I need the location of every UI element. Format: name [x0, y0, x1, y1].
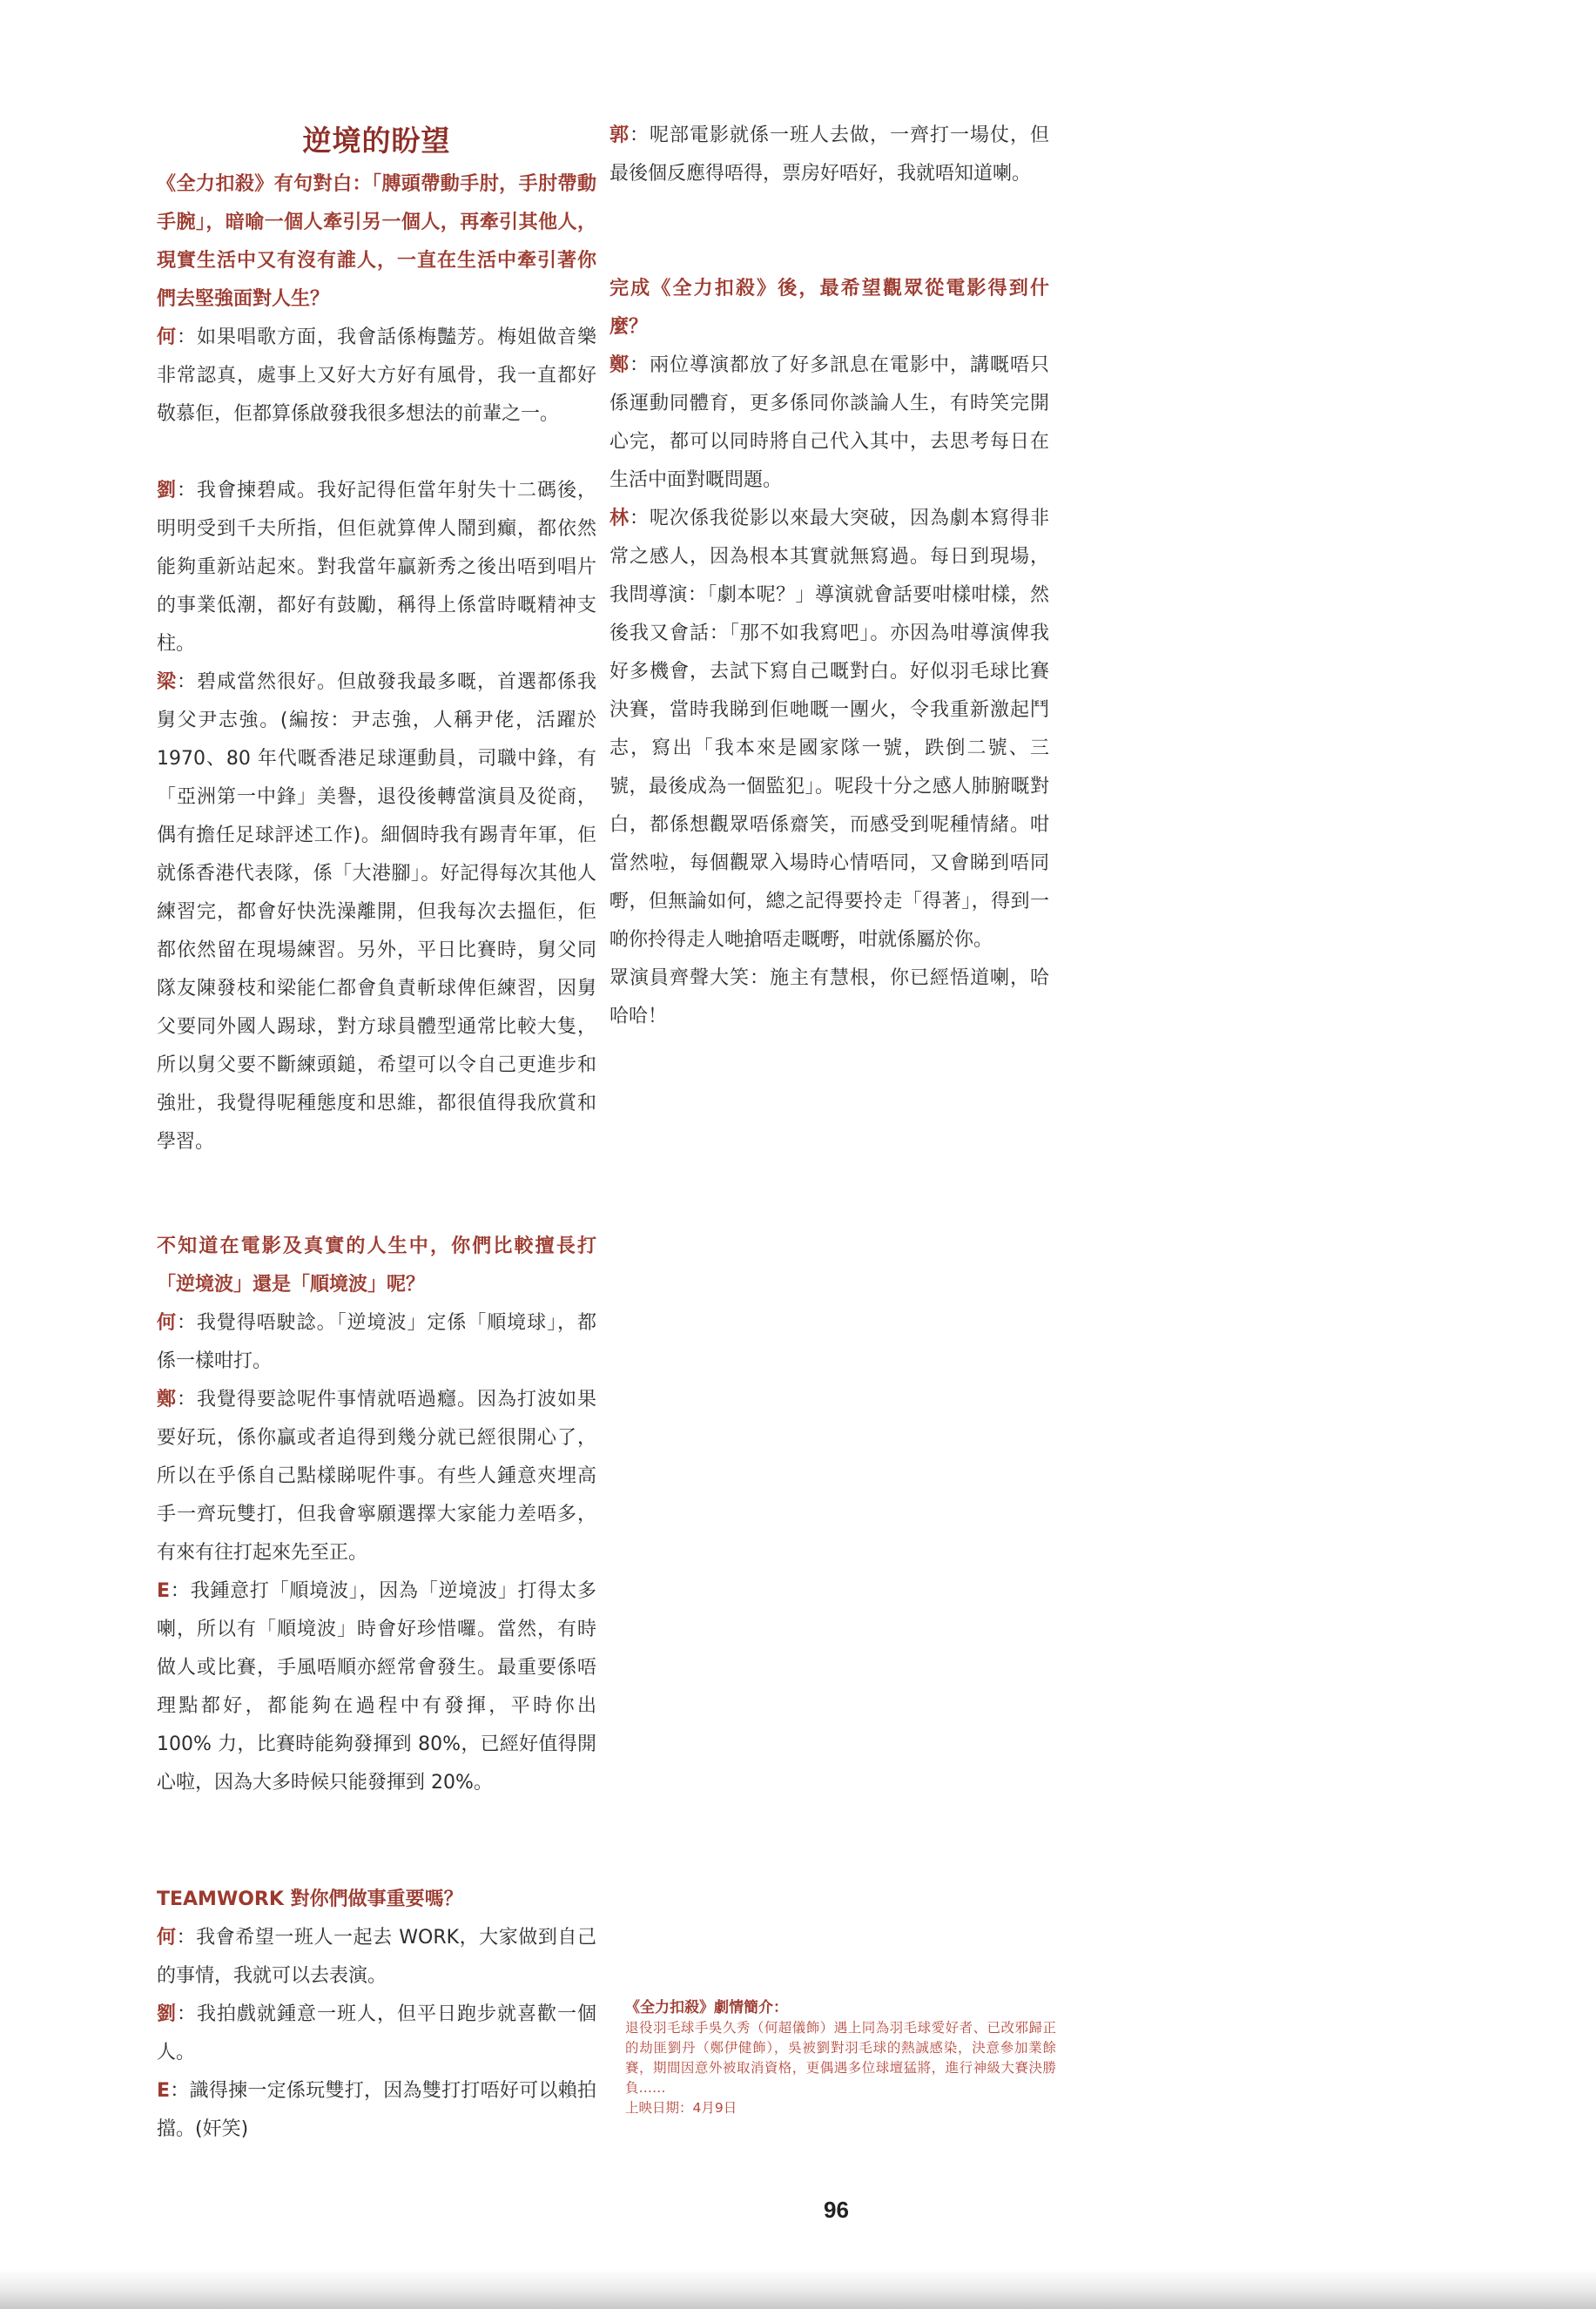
speaker-label: 鄭	[609, 354, 630, 376]
speaker-label: 郭	[609, 125, 630, 146]
answer-paragraph	[157, 1919, 596, 1996]
answer-paragraph	[609, 959, 1049, 1036]
answer-paragraph	[157, 1304, 596, 1381]
synopsis-title: 《全力扣殺》劇情簡介：	[625, 1999, 788, 2016]
speaker-label: 何	[157, 1927, 177, 1949]
page-number: 96	[824, 2197, 849, 2223]
synopsis-body: 退役羽毛球手吳久秀（何超儀飾）遇上同為羽毛球愛好者、已改邪歸正的劫匪劉丹（鄭伊健飾），吳被劉對羽毛球的熱誠感染，決意參加業餘賽，期間因意外被取消資格，更偶遇多位球壇猛將，進行神級大賽決勝負……	[625, 2020, 1056, 2096]
question-heading: TEAMWORK 對你們做事重要嗎？	[157, 1888, 463, 1910]
speaker-label: 鄭	[157, 1389, 177, 1410]
release-date: 上映日期：4月9日	[625, 2100, 737, 2116]
answer-text: ：碧咸當然很好。但啟發我最多嘅，首選都係我舅父尹志強。(編按：尹志強，人稱尹佬，活躍於 1970、80 年代嘅香港足球運動員，司職中鋒，有「亞洲第一中鋒」美譽，退役後轉當演員及從商，偶有擔任足球評述工作)。細個時我有踢青年軍，佢就係香港代表隊，係「大港腳」。好記得每次其他人練習完，都會好快洗澡離開，但我每次去搵佢，佢都依然留在現場練習。另外，平日比賽時，舅父同隊友陳發枝和梁能仁都會負責斬球俾佢練習，因舅父要同外國人踢球，對方球員體型通常比較大隻，所以舅父要不斷練頭鎚，希望可以令自己更進步和強壯，我覺得呢種態度和思維，都很值得我欣賞和學習。	[157, 671, 596, 1153]
answer-text: ：如果唱歌方面，我會話係梅豔芳。梅姐做音樂非常認真，處事上又好大方好有風骨，我一直都好敬慕佢，佢都算係啟發我很多想法的前輩之一。	[157, 326, 596, 425]
question-heading: 不知道在電影及真實的人生中，你們比較擅長打「逆境波」還是「順境波」呢？	[157, 1235, 596, 1296]
answer-text: ：兩位導演都放了好多訊息在電影中，講嘅唔只係運動同體育，更多係同你談論人生，有時笑完開心完，都可以同時將自己代入其中，去思考每日在生活中面對嘅問題。	[609, 354, 1049, 491]
speaker-label: 何	[157, 326, 177, 348]
answer-text: ：識得揀一定係玩雙打，因為雙打打唔好可以賴拍擋。(奸笑)	[157, 2080, 596, 2140]
answer-text: ：呢部電影就係一班人去做，一齊打一場仗，但最後個反應得唔得，票房好唔好，我就唔知道喇。	[609, 125, 1049, 185]
answer-text: 眾演員齊聲大笑：施主有慧根，你已經悟道喇，哈哈哈！	[609, 967, 1049, 1027]
answer-paragraph	[157, 472, 596, 663]
answer-paragraph	[157, 1996, 596, 2072]
speaker-label: E	[157, 2080, 171, 2102]
answer-paragraph	[157, 663, 596, 1161]
answer-paragraph	[157, 1572, 596, 1802]
answer-paragraph	[609, 500, 1049, 959]
answer-text: ：我拍戲就鍾意一班人，但平日跑步就喜歡一個人。	[157, 2003, 596, 2063]
speaker-label: 梁	[157, 671, 177, 693]
answer-paragraph	[609, 347, 1049, 500]
speaker-label: E	[157, 1580, 171, 1602]
speaker-label: 劉	[157, 2003, 177, 2025]
answer-paragraph	[157, 319, 596, 434]
answer-paragraph	[157, 2072, 596, 2149]
answer-text: ：我覺得要諗呢件事情就唔過癮。因為打波如果要好玩，係你贏或者追得到幾分就已經很開心了，所以在乎係自己點樣睇呢件事。有些人鍾意夾埋高手一齊玩雙打，但我會寧願選擇大家能力差唔多，有來有往打起來先至正。	[157, 1389, 596, 1564]
synopsis-box	[625, 1998, 1056, 2118]
question-heading: 完成《全力扣殺》後，最希望觀眾從電影得到什麼？	[609, 278, 1049, 338]
answer-text: ：我鍾意打「順境波」，因為「逆境波」打得太多喇，所以有「順境波」時會好珍惜囉。當然，有時做人或比賽，手風唔順亦經常會發生。最重要係唔理點都好，都能夠在過程中有發揮，平時你出 100% 力，比賽時能夠發揮到 80%，已經好值得開心啦，因為大多時候只能發揮到 20%。	[157, 1580, 596, 1794]
answer-text: ：我覺得唔駛諗。「逆境波」定係「順境球」，都係一樣咁打。	[157, 1312, 596, 1372]
answer-paragraph	[157, 1381, 596, 1572]
answer-text: ：呢次係我從影以來最大突破，因為劇本寫得非常之感人，因為根本其實就無寫過。每日到現場，我問導演：「劇本呢？」導演就會話要咁樣咁樣，然後我又會話：「那不如我寫吧」。亦因為咁導演俾我好多機會，去試下寫自己嘅對白。好似羽毛球比賽決賽，當時我睇到佢哋嘅一團火，令我重新激起鬥志，寫出「我本來是國家隊一號，跌倒二號、三號，最後成為一個監犯」。呢段十分之感人肺腑嘅對白，都係想觀眾唔係齋笑，而感受到呢種情緒。咁當然啦，每個觀眾入場時心情唔同，又會睇到唔同嘢，但無論如何，總之記得要拎走「得著」，得到一啲你拎得走人哋搶唔走嘅嘢，咁就係屬於你。	[609, 508, 1049, 951]
speaker-label: 林	[609, 508, 630, 529]
question-heading: 《全力扣殺》有句對白：「膊頭帶動手肘，手肘帶動手腕」，暗喻一個人牽引另一個人，再牽引其他人，現實生活中又有沒有誰人，一直在生活中牽引著你們去堅強面對人生？	[157, 173, 596, 310]
speaker-label: 劉	[157, 480, 177, 502]
page-title: 逆境的盼望	[302, 124, 451, 158]
page-edge-shadow	[0, 2269, 1596, 2309]
speaker-label: 何	[157, 1312, 177, 1334]
answer-text: ：我會希望一班人一起去 WORK，大家做到自己的事情，我就可以去表演。	[157, 1927, 596, 1987]
answer-paragraph	[609, 117, 1049, 193]
answer-text: ：我會揀碧咸。我好記得佢當年射失十二碼後，明明受到千夫所指，但佢就算俾人鬧到癲，都依然能夠重新站起來。對我當年贏新秀之後出唔到唱片的事業低潮，都好有鼓勵，稱得上係當時嘅精神支柱。	[157, 480, 596, 655]
